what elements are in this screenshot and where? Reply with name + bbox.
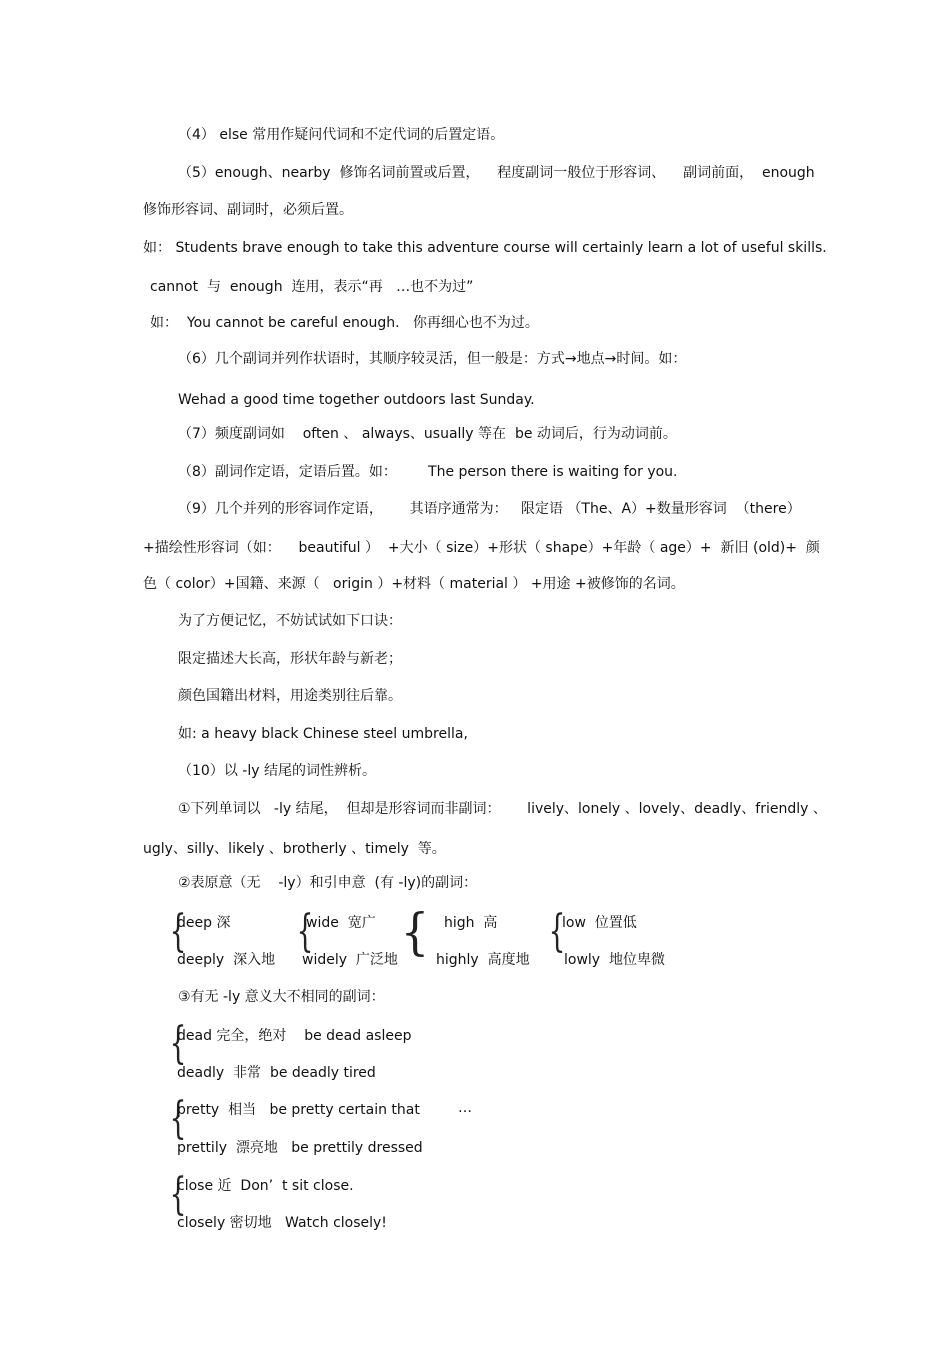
text-line: （7）频度副词如 often 、 always、usually 等在 be 动词后，行为动词前。 <box>178 426 677 442</box>
ellipsis: … <box>458 1100 472 1116</box>
pair-word: wide 宽广 <box>306 915 376 931</box>
text-line: 为了方便记忆，不妨试试如下口诀： <box>178 613 402 629</box>
pair-word: closely 密切地 Watch closely! <box>177 1215 387 1231</box>
brace-icon: { <box>169 1093 187 1144</box>
text-line: （6）几个副词并列作状语时，其顺序较灵活，但一般是：方式→地点→时间。如： <box>178 351 687 367</box>
text-line: Wehad a good time together outdoors last Sunday. <box>178 392 535 408</box>
pair-word: close 近 Don’ t sit close. <box>177 1178 354 1194</box>
text-line: 颜色国籍出材料，用途类别往后靠。 <box>178 688 402 704</box>
text-line: （8）副词作定语，定语后置。如： The person there is waiting for you. <box>178 464 678 480</box>
text-line: 修饰形容词、副词时，必须后置。 <box>143 202 353 218</box>
text-line: ①下列单词以 -ly 结尾， 但却是形容词而非副词： lively、lonely 、lovely、deadly、friendly 、 <box>178 801 827 817</box>
brace-icon: { <box>296 906 314 957</box>
brace-icon: { <box>548 906 566 957</box>
pair-word: widely 广泛地 <box>302 952 398 968</box>
text-line: cannot 与 enough 连用，表示“再 …也不为过” <box>150 279 474 295</box>
pair-word: prettily 漂亮地 be prettily dressed <box>177 1140 423 1156</box>
text-line: ugly、silly、likely 、brotherly 、timely 等。 <box>143 841 446 857</box>
brace-icon: { <box>169 906 187 957</box>
pair-word: highly 高度地 <box>436 952 530 968</box>
text-line: （4） else 常用作疑问代词和不定代词的后置定语。 <box>178 127 505 143</box>
pair-word: lowly 地位卑微 <box>564 952 665 968</box>
brace-icon: { <box>169 1018 187 1069</box>
text-line: （5）enough、nearby 修饰名词前置或后置， 程度副词一般位于形容词、 副词前面， enough <box>178 165 815 181</box>
text-line: （10）以 -ly 结尾的词性辨析。 <box>178 763 376 779</box>
text-line: （9）几个并列的形容词作定语， 其语序通常为： 限定语 （The、A）+数量形容词 （there） <box>178 501 801 517</box>
text-line: 如: a heavy black Chinese steel umbrella, <box>178 726 468 742</box>
pair-word: pretty 相当 be pretty certain that <box>177 1102 420 1118</box>
pair-word: deeply 深入地 <box>177 952 276 968</box>
text-line: 色（ color）+国籍、来源（ origin ）+材料（ material ） +用途 +被修饰的名词。 <box>143 576 685 592</box>
pair-word: low 位置低 <box>562 915 637 931</box>
text-line: 如： You cannot be careful enough. 你再细心也不为过。 <box>150 315 539 331</box>
pair-word: dead 完全，绝对 be dead asleep <box>177 1028 412 1044</box>
text-line: +描绘性形容词（如： beautiful ） +大小（ size）+形状（ shape）+年龄（ age）+ 新旧 (old)+ 颜 <box>143 540 820 556</box>
pair-word: deadly 非常 be deadly tired <box>177 1065 376 1081</box>
text-line: 如： Students brave enough to take this adventure course will certainly learn a lot of useful skills. <box>143 240 827 256</box>
brace-icon: { <box>169 1169 187 1220</box>
text-line: ②表原意（无 -ly）和引申意 (有 -ly)的副词： <box>178 875 478 891</box>
pair-word: high 高 <box>444 915 498 931</box>
text-line: ③有无 -ly 意义大不相同的副词： <box>178 989 385 1005</box>
text-line: 限定描述大长高，形状年龄与新老； <box>178 651 402 667</box>
pair-word: deep 深 <box>177 915 231 931</box>
brace-icon: { <box>400 903 430 961</box>
